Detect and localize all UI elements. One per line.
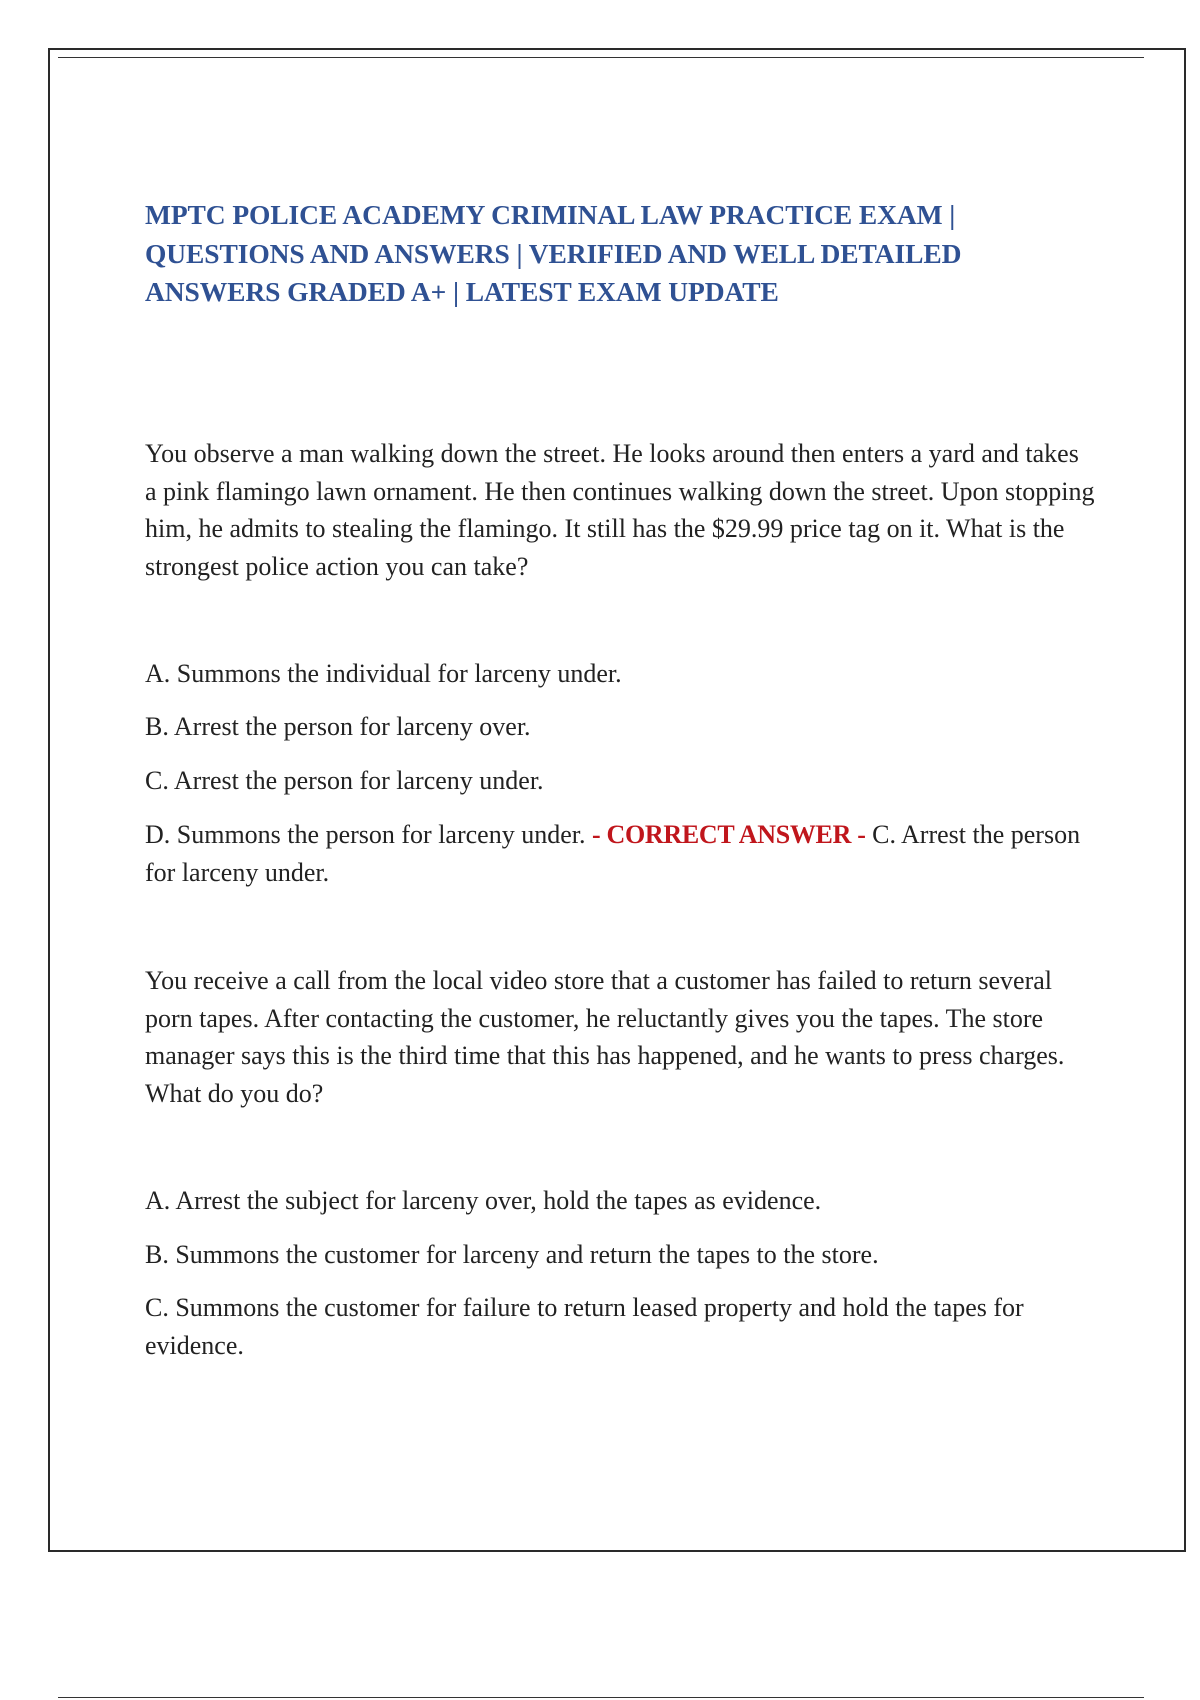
question-2-option-a: A. Arrest the subject for larceny over, hold the tapes as evidence. (145, 1186, 822, 1215)
question-1-correct-answer: C. Arrest the person for larceny under. (145, 820, 1081, 887)
question-1-option-d: D. Summons the person for larceny under. (145, 820, 586, 849)
question-1-option-c: C. Arrest the person for larceny under. (145, 766, 544, 795)
question-1-prompt: You observe a man walking down the street. He looks around then enters a yard and takes a pink flamingo lawn ornament. He then continues walking down the street. Upon stopping him, he admits to stealing the flamingo. It still has the $29.99 price tag on it. What is the strongest police action you can take? (145, 439, 1095, 581)
question-1-option-b: B. Arrest the person for larceny over. (145, 712, 531, 741)
correct-answer-marker: - CORRECT ANSWER - (591, 820, 866, 849)
question-2-option-c: C. Summons the customer for failure to return leased property and hold the tapes for evidence. (145, 1293, 1024, 1360)
question-1-option-a: A. Summons the individual for larceny under. (145, 659, 622, 688)
question-2-prompt: You receive a call from the local video store that a customer has failed to return several porn tapes. After contacting the customer, he reluctantly gives you the tapes. The store manager says this is the third time that this has happened, and he wants to press charges. What do you do? (145, 966, 1065, 1108)
top-divider (58, 57, 1144, 58)
question-2-option-b: B. Summons the customer for larceny and return the tapes to the store. (145, 1240, 879, 1269)
bottom-divider (58, 1697, 1144, 1698)
question-1-option-d-with-answer (145, 816, 1095, 891)
document-title: MPTC POLICE ACADEMY CRIMINAL LAW PRACTICE EXAM | QUESTIONS AND ANSWERS | VERIFIED AND WELL DETAILED ANSWERS GRADED A+ | LATEST EXAM UPDATE (145, 199, 962, 307)
